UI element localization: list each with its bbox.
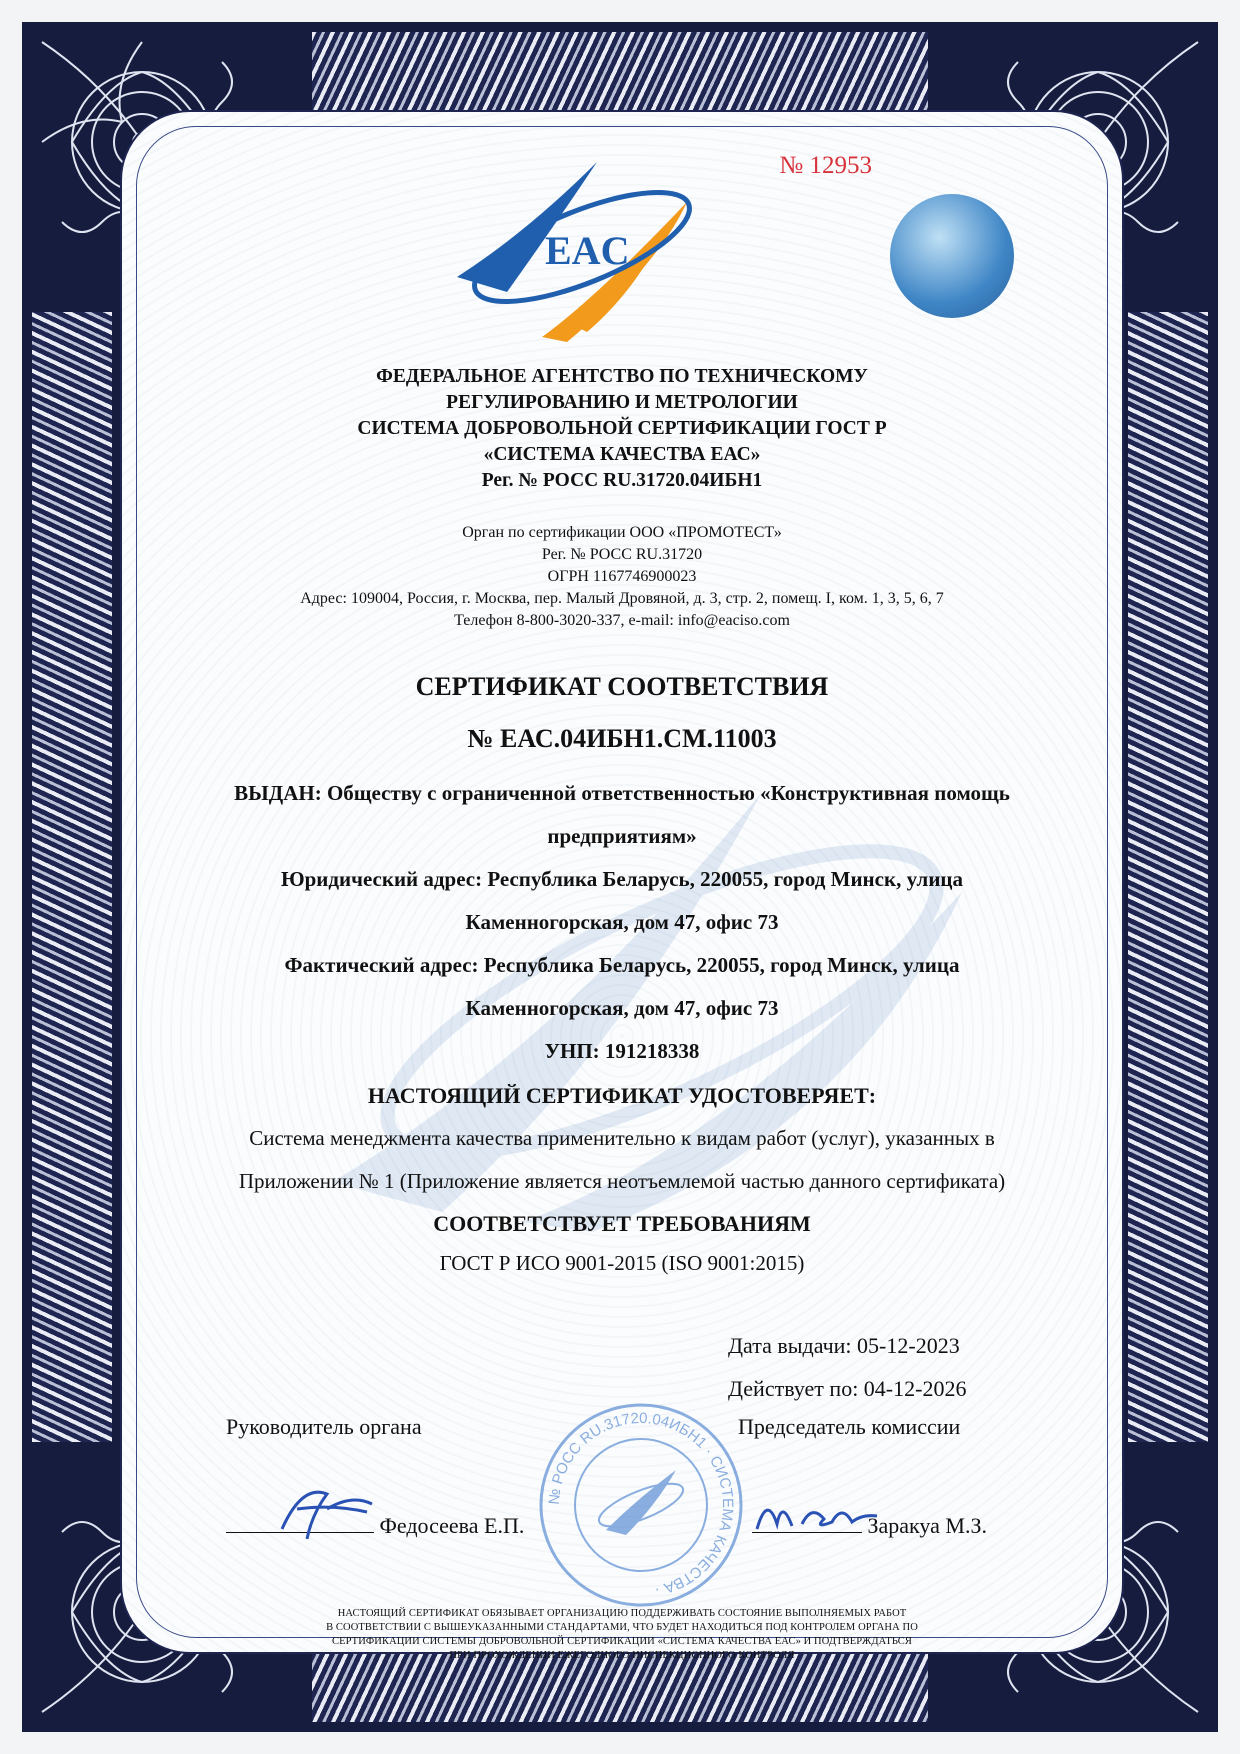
handwritten-signature-icon — [272, 1474, 382, 1544]
certification-body-block — [122, 522, 1122, 632]
certificate-paper — [120, 110, 1124, 1661]
valid-until: Действует по: 04-12-2026 — [728, 1376, 967, 1401]
certifies-heading: НАСТОЯЩИЙ СЕРТИФИКАТ УДОСТОВЕРЯЕТ: — [367, 1083, 877, 1108]
issued-to-line: предприятиям» — [547, 824, 697, 848]
eac-logo-icon — [447, 152, 717, 342]
organ-ogrn: ОГРН 1167746900023 — [547, 568, 697, 585]
handwritten-signature-icon — [752, 1484, 882, 1544]
left-signatory-title: Руководитель органа — [226, 1414, 422, 1439]
footer-line: ПРИ ПРОХОЖДЕНИИ ЕЖЕГОДНОГО ИНСПЕКЦИОННОГО КОНТРОЛЯ — [449, 1650, 795, 1661]
scope-line: Приложении № 1 (Приложение является неотъемлемой частью данного сертификата) — [238, 1169, 1006, 1193]
footer-line: НАСТОЯЩИЙ СЕРТИФИКАТ ОБЯЗЫВАЕТ ОРГАНИЗАЦИЮ ПОДДЕРЖИВАТЬ СОСТОЯНИЕ ВЫПОЛНЯЕМЫХ РАБОТ — [337, 1608, 907, 1619]
organ-reg: Рег. № РОСС RU.31720 — [541, 546, 703, 563]
footer-line: В СООТВЕТСТВИИ С ВЫШЕУКАЗАННЫМИ СТАНДАРТАМИ, ЧТО БУДЕТ НАХОДИТЬСЯ ПОД КОНТРОЛЕМ ОРГАНА ПО — [326, 1622, 918, 1633]
authority-line: РЕГУЛИРОВАНИЮ И МЕТРОЛОГИИ — [446, 392, 798, 413]
legal-address-line: Юридический адрес: Республика Беларусь, 220055, город Минск, улица — [280, 867, 964, 891]
footer-line: СЕРТИФИКАЦИИ СИСТЕМЫ ДОБРОВОЛЬНОЙ СЕРТИФИКАЦИИ «СИСТЕМА КАЧЕСТВА ЕАС» И ПОДТВЕРЖДАТЬСЯ — [332, 1636, 912, 1647]
unp: УНП: 191218338 — [544, 1039, 700, 1063]
round-stamp-icon — [536, 1400, 746, 1610]
stamp-text: № РОСС RU.31720.04ИБН1 · СИСТЕМА КАЧЕСТВА · — [545, 1409, 737, 1599]
actual-address-line: Фактический адрес: Республика Беларусь, 220055, город Минск, улица — [284, 953, 960, 977]
eac-logo-text: EAC — [545, 228, 630, 273]
complies-heading: СООТВЕТСТВУЕТ ТРЕБОВАНИЯМ — [433, 1211, 811, 1236]
rope-border-left — [32, 312, 112, 1442]
right-signatory-name: Заракуа М.З. — [867, 1513, 987, 1538]
left-signatory-name: Федосеева Е.П. — [379, 1513, 525, 1538]
standard: ГОСТ Р ИСО 9001-2015 (ISO 9001:2015) — [439, 1251, 805, 1275]
authority-reg-number: Рег. № РОСС RU.31720.04ИБН1 — [481, 470, 763, 491]
issued-to-line: ВЫДАН: Обществу с ограниченной ответственностью «Конструктивная помощь — [234, 781, 1010, 805]
rope-border-right — [1128, 312, 1208, 1442]
certificate-number: № ЕАС.04ИБН1.СМ.11003 — [467, 724, 777, 753]
authority-line: ФЕДЕРАЛЬНОЕ АГЕНТСТВО ПО ТЕХНИЧЕСКОМУ — [376, 366, 868, 387]
scope-block — [122, 1117, 1122, 1203]
certificate-title: СЕРТИФИКАТ СООТВЕТСТВИЯ — [415, 672, 829, 701]
dates-block — [728, 1324, 966, 1410]
rope-border-top — [312, 32, 928, 112]
right-signatory-title: Председатель комиссии — [738, 1414, 961, 1439]
issued-to-block — [122, 772, 1122, 1073]
authority-line: «СИСТЕМА КАЧЕСТВА ЕАС» — [483, 444, 761, 465]
organ-phone: Телефон 8-800-3020-337, e-mail: info@eaciso.com — [454, 612, 790, 629]
scope-line: Система менеджмента качества применительно к видам работ (услуг), указанных в — [249, 1126, 995, 1150]
organ-name: Орган по сертификации ООО «ПРОМОТЕСТ» — [462, 524, 782, 541]
actual-address-line: Каменногорская, дом 47, офис 73 — [465, 996, 779, 1020]
issuing-authority-block — [122, 364, 1122, 494]
authority-line: СИСТЕМА ДОБРОВОЛЬНОЙ СЕРТИФИКАЦИИ ГОСТ Р — [357, 418, 887, 439]
legal-address-line: Каменногорская, дом 47, офис 73 — [465, 910, 779, 934]
issue-date: Дата выдачи: 05-12-2023 — [728, 1333, 960, 1358]
certificate-serial-number: № 12953 — [779, 152, 872, 179]
hologram-sticker — [890, 194, 1014, 318]
organ-address: Адрес: 109004, Россия, г. Москва, пер. Малый Дровяной, д. 3, стр. 2, помещ. I, ком. 1, 3, 5, 6, 7 — [300, 590, 944, 607]
footer-notice — [222, 1607, 1022, 1663]
